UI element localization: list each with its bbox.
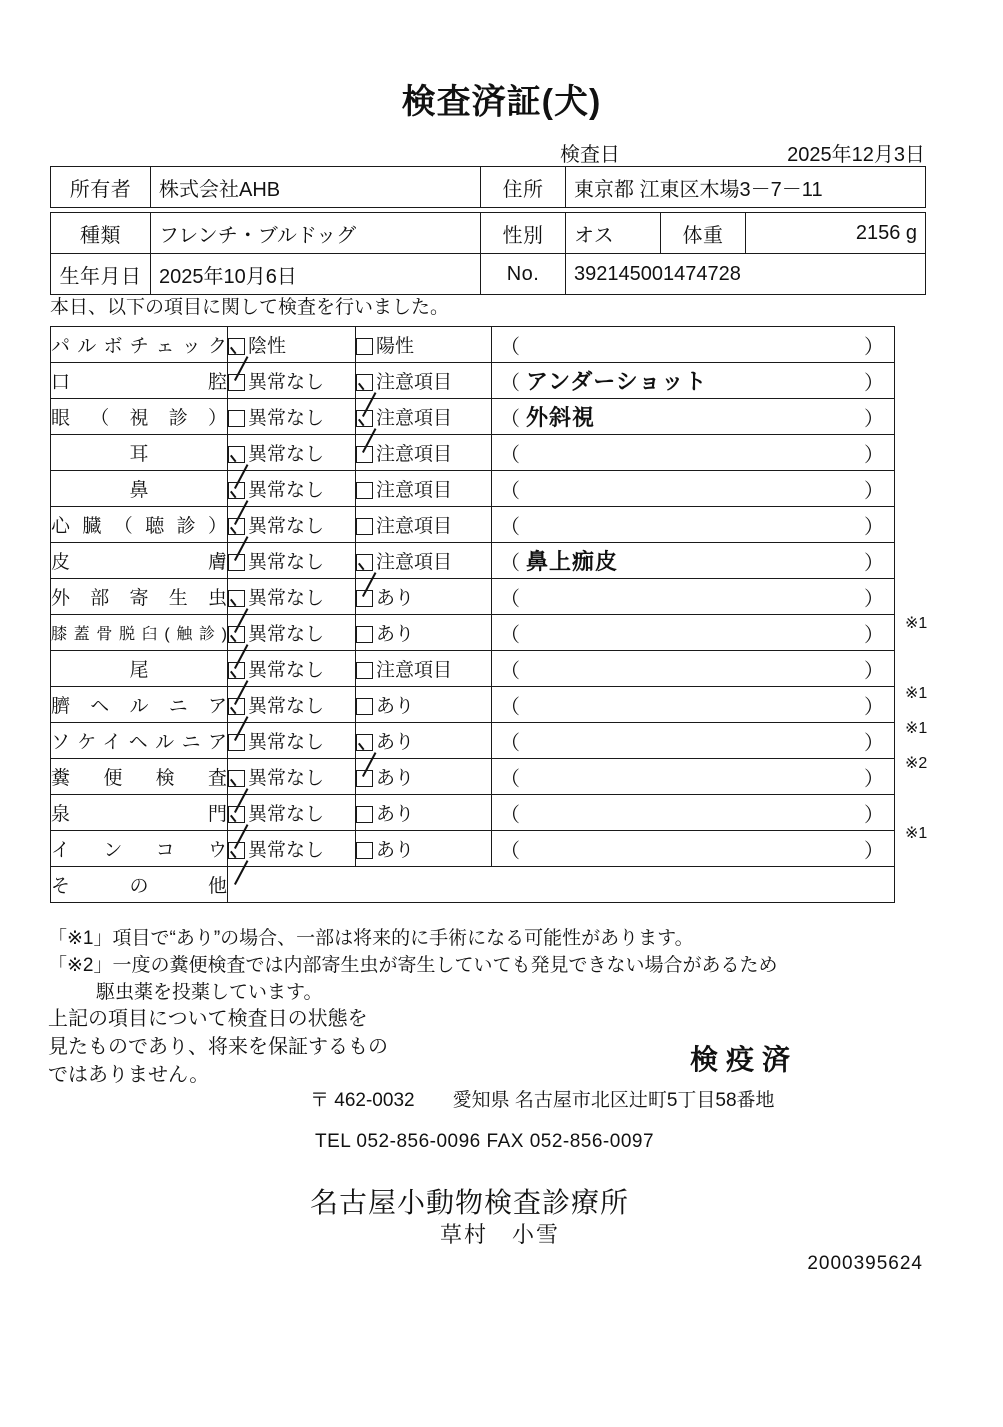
checklist-item-label: 眼（視診） — [51, 399, 228, 435]
checkbox-label: あり — [376, 803, 415, 825]
checkbox-option-primary[interactable] — [228, 615, 356, 651]
footnote-marker — [900, 851, 1000, 886]
checkbox-label: あり — [376, 695, 415, 717]
paren-open: （ — [500, 408, 520, 430]
table-row — [51, 543, 895, 579]
checkbox-option-primary[interactable] — [228, 327, 356, 363]
checkbox-label: あり — [376, 731, 415, 753]
paren-open: （ — [500, 480, 520, 502]
checkbox-icon[interactable] — [228, 842, 245, 859]
checkbox-icon[interactable] — [228, 662, 245, 679]
remark-field[interactable] — [492, 615, 895, 651]
serial-number: 2000395624 — [807, 1253, 923, 1274]
checklist-item-label: 尾 — [51, 651, 228, 687]
paren-close: ） — [864, 624, 884, 646]
paren-close: ） — [864, 732, 884, 754]
table-row — [51, 723, 895, 759]
checkbox-option-primary[interactable] — [228, 759, 356, 795]
paren-open: （ — [500, 516, 520, 538]
checkbox-option-secondary[interactable] — [356, 507, 492, 543]
sex-label: 性別 — [481, 213, 566, 254]
table-row — [51, 471, 895, 507]
checkbox-label: 異常なし — [248, 767, 325, 789]
checklist-item-label: 臍ヘルニア — [51, 687, 228, 723]
birth-value: 2025年10月6日 — [151, 254, 481, 295]
table-row — [51, 363, 895, 399]
clinic-person-name: 草村 小雪 — [440, 1222, 561, 1247]
table-row — [51, 507, 895, 543]
checkbox-option-secondary[interactable] — [356, 435, 492, 471]
checkbox-option-secondary[interactable] — [356, 831, 492, 867]
disclaimer-line-3: ではありません。 — [48, 1064, 210, 1086]
footnote-marker — [900, 431, 1000, 466]
paren-close: ） — [864, 336, 884, 358]
weight-label: 体重 — [661, 213, 746, 254]
checklist-item-label: 外部寄生虫 — [51, 579, 228, 615]
table-row-breed — [51, 213, 926, 254]
paren-close: ） — [864, 372, 884, 394]
checkbox-option-primary[interactable] — [228, 579, 356, 615]
checkbox-option-primary[interactable] — [228, 435, 356, 471]
sex-value: オス — [566, 213, 661, 254]
other-notes-field[interactable] — [228, 867, 895, 903]
checklist-item-label: 膝蓋骨脱臼(触診) — [51, 615, 228, 651]
footnote-marker: ※1 — [905, 720, 928, 737]
disclaimer-block — [48, 1005, 388, 1089]
checkbox-icon[interactable] — [356, 734, 373, 751]
remark-field[interactable] — [492, 363, 895, 399]
checkbox-icon[interactable] — [356, 626, 373, 643]
checkbox-label: 注意項目 — [376, 659, 453, 681]
checkbox-icon[interactable] — [356, 770, 373, 787]
handwritten-remark: アンダーショット — [526, 369, 708, 395]
checkbox-option-primary[interactable] — [228, 471, 356, 507]
checkbox-icon[interactable] — [356, 446, 373, 463]
checkbox-icon[interactable] — [356, 338, 373, 355]
checkbox-icon[interactable] — [228, 518, 245, 535]
owner-info-table — [50, 166, 926, 208]
paren-open: （ — [500, 732, 520, 754]
remark-field[interactable] — [492, 795, 895, 831]
footnote-marker — [900, 536, 1000, 571]
checkbox-label: 異常なし — [248, 695, 325, 717]
table-row — [51, 687, 895, 723]
checklist-item-label: 耳 — [51, 435, 228, 471]
table-row — [51, 615, 895, 651]
footnote-marker — [900, 326, 1000, 361]
checkbox-label: 異常なし — [248, 515, 325, 537]
paren-open: （ — [500, 444, 520, 466]
paren-close: ） — [864, 444, 884, 466]
remark-field[interactable] — [492, 471, 895, 507]
paren-open: （ — [500, 552, 520, 574]
checkbox-label: 異常なし — [248, 623, 325, 645]
checkbox-icon[interactable] — [228, 374, 245, 391]
checkbox-icon[interactable] — [228, 734, 245, 751]
paren-close: ） — [864, 516, 884, 538]
remark-field[interactable] — [492, 507, 895, 543]
footnotes-block — [48, 925, 948, 1006]
checkbox-icon[interactable] — [356, 590, 373, 607]
checkbox-label: あり — [376, 767, 415, 789]
clinic-name: 名古屋小動物検査診療所 — [310, 1187, 630, 1218]
footnote-marker — [900, 396, 1000, 431]
checkbox-option-primary[interactable] — [228, 795, 356, 831]
checkbox-label: 注意項目 — [376, 371, 453, 393]
remark-field[interactable] — [492, 651, 895, 687]
checkbox-label: 異常なし — [248, 407, 325, 429]
disclaimer-line-1: 上記の項目について検査日の状態を — [48, 1008, 368, 1030]
checkbox-label: 異常なし — [248, 371, 325, 393]
inspection-checklist-table — [50, 326, 895, 903]
checkbox-label: 異常なし — [248, 731, 325, 753]
paren-open: （ — [500, 588, 520, 610]
footnote-marker — [900, 361, 1000, 396]
checklist-item-label: 皮 膚 — [51, 543, 228, 579]
checkbox-label: あり — [376, 587, 415, 609]
paren-close: ） — [864, 840, 884, 862]
checkbox-option-primary[interactable] — [228, 723, 356, 759]
clinic-tel-fax: TEL 052-856-0096 FAX 052-856-0097 — [315, 1131, 655, 1152]
table-row — [51, 327, 895, 363]
checkbox-icon[interactable] — [228, 590, 245, 607]
paren-open: （ — [500, 768, 520, 790]
table-row-birth — [51, 254, 926, 295]
remark-field[interactable] — [492, 759, 895, 795]
address-value: 東京都 江東区木場3－7－11 — [566, 167, 926, 208]
disclaimer-line-2: 見たものであり、将来を保証するもの — [48, 1036, 388, 1058]
handwritten-remark: 鼻上痂皮 — [526, 549, 619, 575]
checkbox-label: 異常なし — [248, 839, 325, 861]
owner-label: 所有者 — [51, 167, 151, 208]
checkbox-option-primary[interactable] — [228, 687, 356, 723]
exam-date-row — [50, 138, 925, 164]
paren-close: ） — [864, 660, 884, 682]
checklist-item-label: 泉 門 — [51, 795, 228, 831]
footnote-marker: ※2 — [905, 755, 928, 772]
paren-open: （ — [500, 840, 520, 862]
checkbox-icon[interactable] — [228, 698, 245, 715]
checkbox-icon[interactable] — [228, 806, 245, 823]
remark-field[interactable] — [492, 327, 895, 363]
paren-open: （ — [500, 624, 520, 646]
no-label: No. — [481, 254, 566, 295]
checkbox-label: あり — [376, 839, 415, 861]
table-row — [51, 435, 895, 471]
paren-close: ） — [864, 768, 884, 790]
footnote-marker: ※1 — [905, 615, 928, 632]
checkbox-option-secondary[interactable] — [356, 471, 492, 507]
paren-open: （ — [500, 696, 520, 718]
checkbox-icon[interactable] — [356, 698, 373, 715]
remark-field[interactable] — [492, 435, 895, 471]
checkbox-icon[interactable] — [356, 374, 373, 391]
checkbox-option-secondary[interactable] — [356, 795, 492, 831]
checkbox-icon[interactable] — [356, 554, 373, 571]
checkbox-label: 異常なし — [248, 479, 325, 501]
checkbox-icon[interactable] — [228, 410, 245, 427]
table-row — [51, 795, 895, 831]
footnote-marker: ※1 — [905, 685, 928, 702]
table-row-owner — [51, 167, 926, 208]
checkbox-label: あり — [376, 623, 415, 645]
checkbox-label: 異常なし — [248, 551, 325, 573]
checkbox-option-secondary[interactable] — [356, 723, 492, 759]
checkbox-label: 注意項目 — [376, 443, 453, 465]
remark-field[interactable] — [492, 543, 895, 579]
checkbox-icon[interactable] — [356, 518, 373, 535]
checkbox-option-secondary[interactable] — [356, 543, 492, 579]
checkbox-option-secondary[interactable] — [356, 615, 492, 651]
checkbox-label: 異常なし — [248, 443, 325, 465]
checkbox-label: 注意項目 — [376, 407, 453, 429]
table-row — [51, 579, 895, 615]
table-row — [51, 867, 895, 903]
checklist-item-label: 鼻 — [51, 471, 228, 507]
paren-close: ） — [864, 480, 884, 502]
no-value: 392145001474728 — [566, 254, 926, 295]
table-row — [51, 651, 895, 687]
owner-value: 株式会社AHB — [151, 167, 481, 208]
footnote-1: 「※1」項目で“あり”の場合、一部は将来的に手術になる可能性があります。 — [48, 928, 694, 949]
checkbox-icon[interactable] — [228, 554, 245, 571]
paren-close: ） — [864, 552, 884, 574]
checkbox-icon[interactable] — [356, 842, 373, 859]
remark-field[interactable] — [492, 831, 895, 867]
footnote-marker-column — [900, 326, 1000, 886]
checkbox-label: 異常なし — [248, 587, 325, 609]
checkbox-label: 陰性 — [248, 335, 287, 357]
checkbox-label: 注意項目 — [376, 479, 453, 501]
clinic-postal-address: 〒 462-0032 愛知県 名古屋市北区辻町5丁目58番地 — [310, 1090, 775, 1111]
paren-open: （ — [500, 804, 520, 826]
paren-close: ） — [864, 588, 884, 610]
checklist-item-label: 糞便検査 — [51, 759, 228, 795]
address-label: 住所 — [481, 167, 566, 208]
exam-date-value: 2025年12月3日 — [787, 144, 925, 166]
breed-value: フレンチ・ブルドッグ — [151, 213, 481, 254]
checkbox-icon[interactable] — [356, 410, 373, 427]
checkbox-option-primary[interactable] — [228, 543, 356, 579]
checklist-body — [51, 327, 895, 903]
footnote-marker — [900, 501, 1000, 536]
checklist-item-label: インコウ — [51, 831, 228, 867]
quarantine-stamp: 検疫済 — [690, 1044, 799, 1075]
checklist-item-label: ソケイヘルニア — [51, 723, 228, 759]
page-title: 検査済証(犬) — [401, 83, 602, 121]
statement-text: 本日、以下の項目に関して検査を行いました。 — [50, 297, 450, 318]
paren-open: （ — [500, 372, 520, 394]
checkbox-icon[interactable] — [228, 482, 245, 499]
paren-close: ） — [864, 408, 884, 430]
animal-info-table — [50, 212, 926, 295]
footnote-2-line2: 駆虫薬を投薬しています。 — [96, 982, 323, 1003]
checkbox-option-secondary[interactable] — [356, 579, 492, 615]
footnote-2-line1: 「※2」一度の糞便検査では内部寄生虫が寄生していても発見できない場合があるため — [48, 955, 778, 976]
checkbox-icon[interactable] — [228, 626, 245, 643]
checkbox-option-primary[interactable] — [228, 651, 356, 687]
remark-field[interactable] — [492, 579, 895, 615]
checklist-item-label: パルボチェック — [51, 327, 228, 363]
remark-field[interactable] — [492, 687, 895, 723]
checkbox-option-secondary[interactable] — [356, 399, 492, 435]
birth-label: 生年月日 — [51, 254, 151, 295]
checkbox-icon[interactable] — [356, 806, 373, 823]
checkbox-icon[interactable] — [228, 770, 245, 787]
checklist-item-label: 心臓（聴診） — [51, 507, 228, 543]
footnote-marker — [900, 781, 1000, 816]
checkbox-icon[interactable] — [356, 482, 373, 499]
checkbox-option-primary[interactable] — [228, 507, 356, 543]
paren-close: ） — [864, 804, 884, 826]
checkbox-icon[interactable] — [228, 446, 245, 463]
checkbox-icon[interactable] — [228, 338, 245, 355]
paren-open: （ — [500, 660, 520, 682]
checkbox-option-primary[interactable] — [228, 831, 356, 867]
checkbox-option-secondary[interactable] — [356, 687, 492, 723]
checkbox-option-secondary[interactable] — [356, 651, 492, 687]
footnote-marker — [900, 641, 1000, 676]
checkbox-label: 異常なし — [248, 803, 325, 825]
table-row — [51, 759, 895, 795]
checkbox-label: 注意項目 — [376, 551, 453, 573]
paren-open: （ — [500, 336, 520, 358]
table-row — [51, 831, 895, 867]
checkbox-option-primary[interactable] — [228, 363, 356, 399]
checklist-item-label: その他 — [51, 867, 228, 903]
paren-close: ） — [864, 696, 884, 718]
checkbox-icon[interactable] — [356, 662, 373, 679]
footnote-marker — [900, 466, 1000, 501]
checklist-item-label: 口 腔 — [51, 363, 228, 399]
exam-date-label: 検査日 — [560, 144, 620, 166]
checkbox-option-secondary[interactable] — [356, 363, 492, 399]
remark-field[interactable] — [492, 399, 895, 435]
footnote-marker: ※1 — [905, 825, 928, 842]
checkbox-option-secondary[interactable] — [356, 759, 492, 795]
checkbox-label: 陽性 — [376, 335, 415, 357]
checkbox-label: 異常なし — [248, 659, 325, 681]
handwritten-remark: 外斜視 — [526, 405, 596, 431]
weight-value: 2156 g — [746, 213, 926, 254]
checkbox-label: 注意項目 — [376, 515, 453, 537]
breed-label: 種類 — [51, 213, 151, 254]
checkbox-option-secondary[interactable] — [356, 327, 492, 363]
checkbox-option-primary[interactable] — [228, 399, 356, 435]
footnote-marker — [900, 571, 1000, 606]
remark-field[interactable] — [492, 723, 895, 759]
table-row — [51, 399, 895, 435]
